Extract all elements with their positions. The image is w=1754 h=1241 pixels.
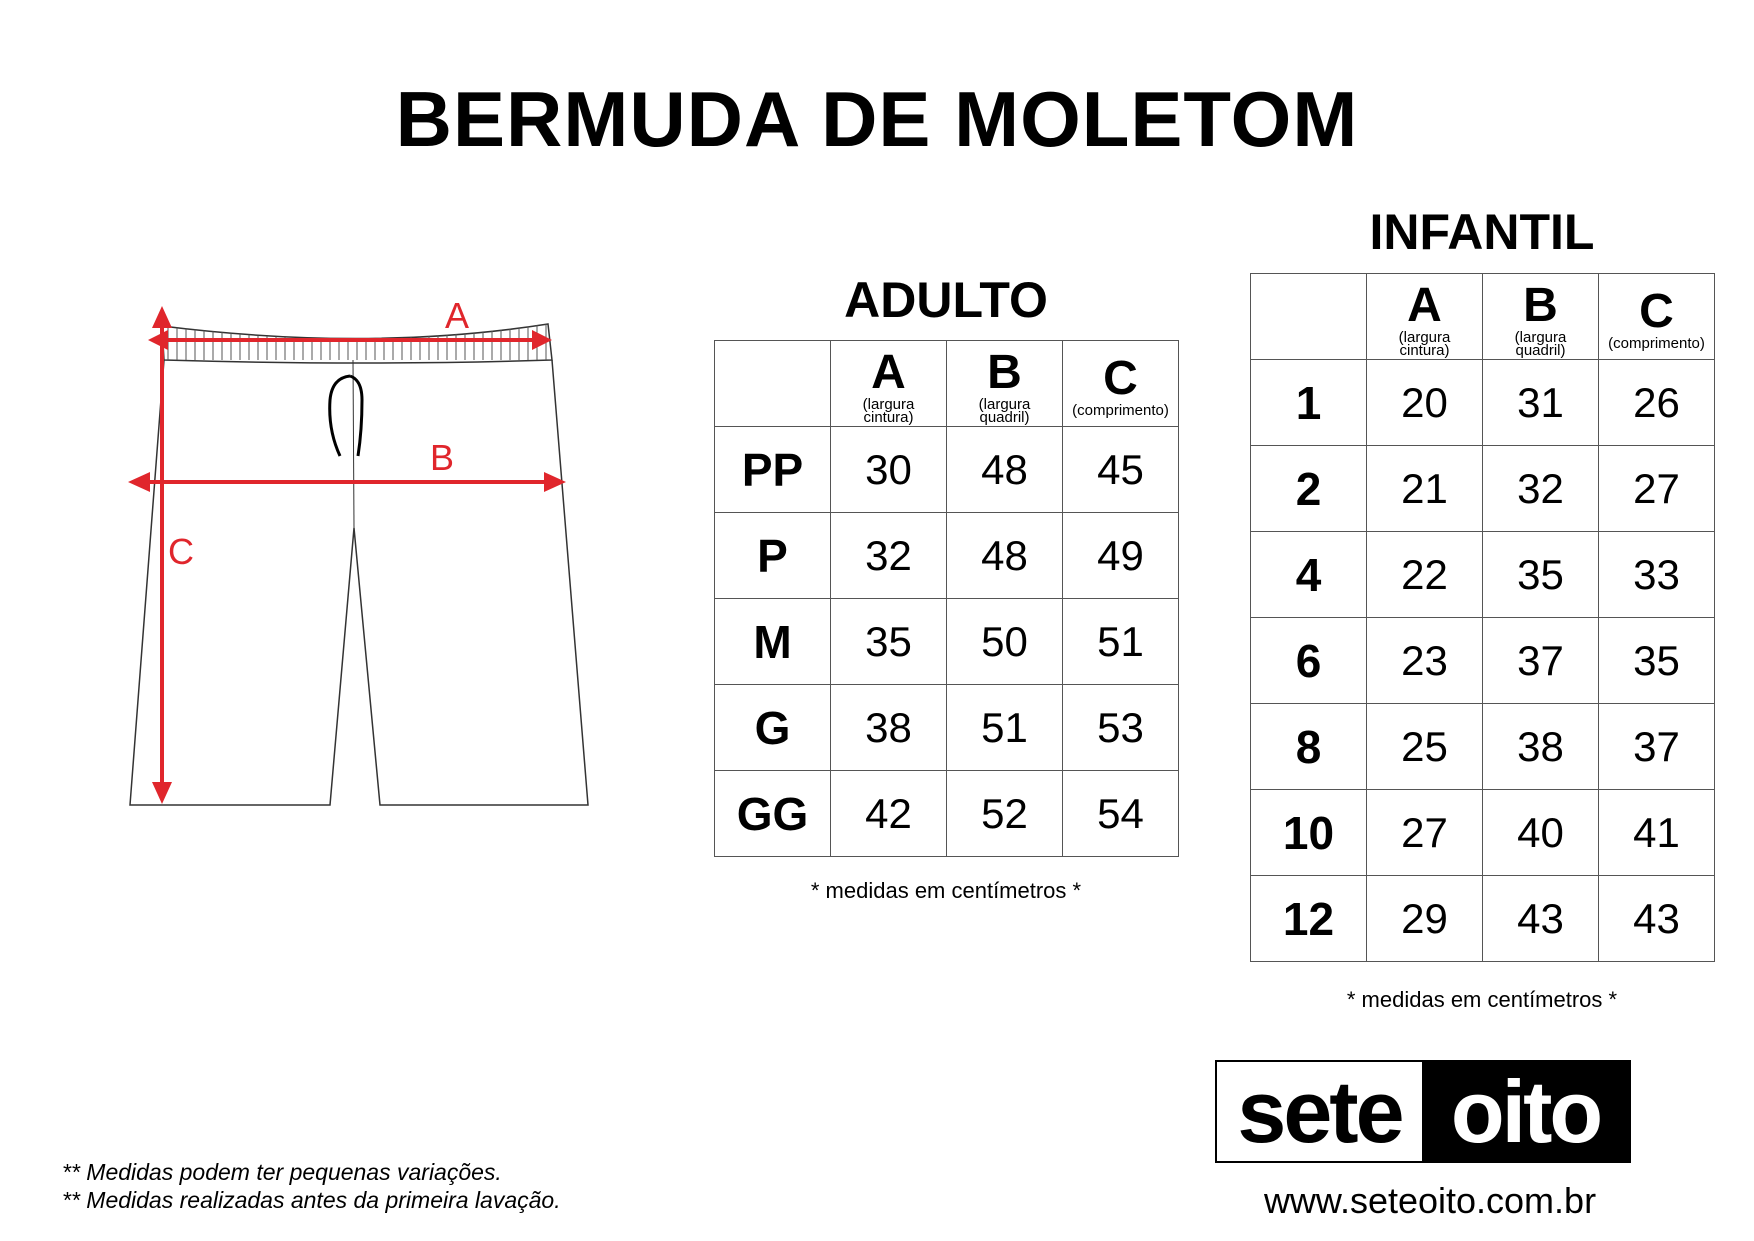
table-corner <box>1251 274 1367 360</box>
table-row <box>1251 618 1715 704</box>
size-label: 6 <box>1251 618 1367 704</box>
table-row <box>1251 532 1715 618</box>
shorts-diagram <box>100 300 620 870</box>
logo-text-sete: sete <box>1237 1061 1402 1161</box>
label-a: A <box>445 300 470 336</box>
table-cell: 52 <box>947 771 1063 857</box>
table-cell: 37 <box>1483 618 1599 704</box>
table-cell: 27 <box>1599 446 1715 532</box>
logo-text-oito: oito <box>1422 1062 1629 1161</box>
table-cell: 29 <box>1367 876 1483 962</box>
size-label: PP <box>715 427 831 513</box>
column-note: (comprimento) <box>1072 402 1169 419</box>
table-cell: 54 <box>1063 771 1179 857</box>
table-cell: 33 <box>1599 532 1715 618</box>
table-cell: 22 <box>1367 532 1483 618</box>
infantil-size-table <box>1250 273 1715 962</box>
size-label: 8 <box>1251 704 1367 790</box>
table-cell: 21 <box>1367 446 1483 532</box>
size-label: P <box>715 513 831 599</box>
size-label: 4 <box>1251 532 1367 618</box>
column-header-a <box>831 341 947 427</box>
table-cell: 38 <box>831 685 947 771</box>
drawstring <box>330 376 362 456</box>
column-letter: B <box>1523 278 1558 332</box>
adulto-size-table <box>714 340 1179 857</box>
column-header-b <box>947 341 1063 427</box>
adulto-title: ADULTO <box>844 272 1048 328</box>
table-cell: 49 <box>1063 513 1179 599</box>
table-row <box>715 599 1179 685</box>
footnote-washing: ** Medidas realizadas antes da primeira lavação. <box>62 1187 561 1213</box>
table-cell: 53 <box>1063 685 1179 771</box>
table-cell: 43 <box>1599 876 1715 962</box>
waistband-ribbing <box>168 324 546 360</box>
table-cell: 37 <box>1599 704 1715 790</box>
column-header-c <box>1599 274 1715 360</box>
table-cell: 35 <box>831 599 947 685</box>
column-note: (largura quadril) <box>1514 328 1567 359</box>
table-cell: 51 <box>1063 599 1179 685</box>
table-row <box>1251 790 1715 876</box>
table-row <box>715 427 1179 513</box>
adulto-units-note: * medidas em centímetros * <box>810 878 1082 903</box>
label-b: B <box>430 437 455 478</box>
table-cell: 38 <box>1483 704 1599 790</box>
column-header-b <box>1483 274 1599 360</box>
footnote-variations: ** Medidas podem ter pequenas variações. <box>62 1159 502 1185</box>
table-cell: 41 <box>1599 790 1715 876</box>
size-label: G <box>715 685 831 771</box>
table-cell: 20 <box>1367 360 1483 446</box>
table-cell: 43 <box>1483 876 1599 962</box>
column-note: (comprimento) <box>1608 335 1705 352</box>
website-url: www.seteoito.com.br <box>1263 1180 1597 1221</box>
column-letter: C <box>1639 285 1674 338</box>
table-cell: 51 <box>947 685 1063 771</box>
size-label: 12 <box>1251 876 1367 962</box>
column-letter: A <box>871 345 906 399</box>
table-row <box>1251 704 1715 790</box>
table-cell: 35 <box>1599 618 1715 704</box>
table-cell: 27 <box>1367 790 1483 876</box>
table-row <box>715 685 1179 771</box>
table-cell: 48 <box>947 513 1063 599</box>
column-letter: C <box>1103 352 1138 405</box>
table-row <box>1251 446 1715 532</box>
table-cell: 32 <box>831 513 947 599</box>
table-row <box>1251 360 1715 446</box>
infantil-title: INFANTIL <box>1369 204 1595 260</box>
table-row <box>715 771 1179 857</box>
column-header-c <box>1063 341 1179 427</box>
table-cell: 26 <box>1599 360 1715 446</box>
table-cell: 25 <box>1367 704 1483 790</box>
table-cell: 42 <box>831 771 947 857</box>
brand-logo <box>1215 1060 1631 1163</box>
table-cell: 45 <box>1063 427 1179 513</box>
table-cell: 48 <box>947 427 1063 513</box>
column-letter: A <box>1407 278 1442 332</box>
table-row <box>715 513 1179 599</box>
infantil-units-note: * medidas em centímetros * <box>1346 987 1618 1012</box>
column-note: (largura cintura) <box>1398 328 1451 359</box>
size-label: 10 <box>1251 790 1367 876</box>
table-row <box>1251 876 1715 962</box>
table-cell: 31 <box>1483 360 1599 446</box>
table-cell: 35 <box>1483 532 1599 618</box>
column-letter: B <box>987 345 1022 399</box>
column-note: (largura cintura) <box>862 395 915 426</box>
size-label: 1 <box>1251 360 1367 446</box>
size-label: 2 <box>1251 446 1367 532</box>
table-cell: 23 <box>1367 618 1483 704</box>
column-header-a <box>1367 274 1483 360</box>
table-corner <box>715 341 831 427</box>
label-c: C <box>168 531 194 572</box>
shorts-outline <box>130 324 588 805</box>
table-cell: 40 <box>1483 790 1599 876</box>
size-label: GG <box>715 771 831 857</box>
page-title: BERMUDA DE MOLETOM <box>395 75 1359 163</box>
table-cell: 50 <box>947 599 1063 685</box>
table-cell: 30 <box>831 427 947 513</box>
size-label: M <box>715 599 831 685</box>
table-cell: 32 <box>1483 446 1599 532</box>
column-note: (largura quadril) <box>978 395 1031 426</box>
